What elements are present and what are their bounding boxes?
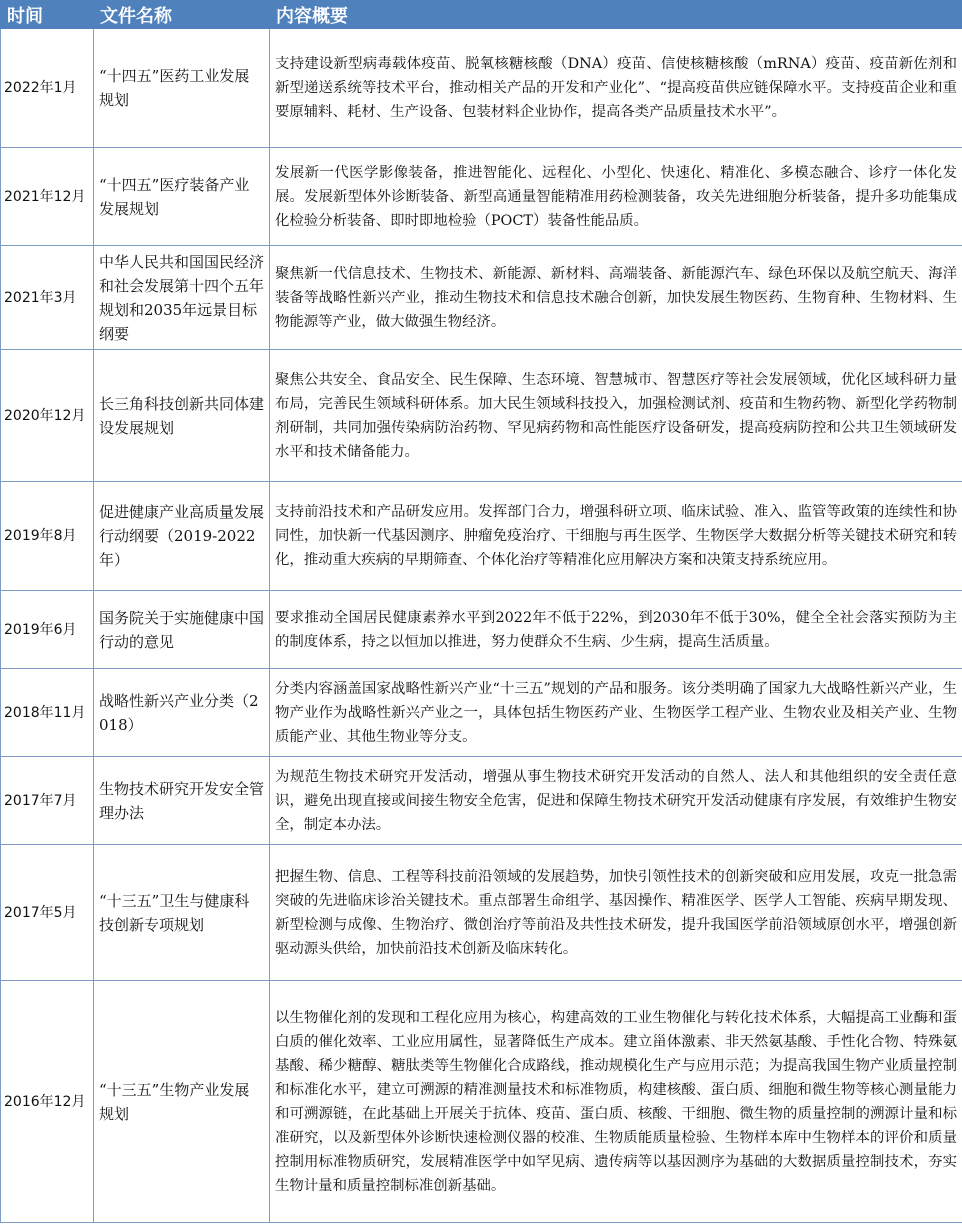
row-summary: 支持前沿技术和产品研发应用。发挥部门合力，增强科研立项、临床试验、准入、监管等政策的连续性和协同性，加快新一代基因测序、肿瘤免疫治疗、干细胞与再生医学、生物医学大数据分析等关键技术研究和转化，推动重大疾病的早期筛查、个体化治疗等精准化应用解决方案和决策支持系统应用。 <box>270 482 962 591</box>
row-name: 生物技术研究开发安全管理办法 <box>94 757 270 845</box>
table-body <box>1 29 962 1223</box>
row-summary: 聚焦新一代信息技术、生物技术、新能源、新材料、高端装备、新能源汽车、绿色环保以及航空航天、海洋装备等战略性新兴产业，推动生物技术和信息技术融合创新，加快发展生物医药、生物育种、生物材料、生物能源等产业，做大做强生物经济。 <box>270 246 962 350</box>
row-date: 2020年12月 <box>1 350 94 482</box>
table-row <box>1 845 962 981</box>
row-name: 长三角科技创新共同体建设发展规划 <box>94 350 270 482</box>
row-name: 战略性新兴产业分类（2018） <box>94 669 270 757</box>
row-summary: 聚焦公共安全、食品安全、民生保障、生态环境、智慧城市、智慧医疗等社会发展领域，优化区域科研力量布局，完善民生领域科研体系。加大民生领域科技投入，加强检测试剂、疫苗和生物药物、新型化学药物制剂研制，共同加强传染病防治药物、罕见病药物和高性能医疗设备研发，提高疫病防控和公共卫生领域研发水平和技术储备能力。 <box>270 350 962 482</box>
row-name: “十三五”卫生与健康科技创新专项规划 <box>94 845 270 981</box>
row-date: 2016年12月 <box>1 981 94 1223</box>
row-summary: 要求推动全国居民健康素养水平到2022年不低于22%，到2030年不低于30%，健全全社会落实预防为主的制度体系，持之以恒加以推进，努力使群众不生病、少生病，提高生活质量。 <box>270 591 962 669</box>
row-date: 2021年12月 <box>1 148 94 246</box>
header-name: 文件名称 <box>94 1 270 29</box>
header-date: 时间 <box>1 1 94 29</box>
row-name: 中华人民共和国国民经济和社会发展第十四个五年规划和2035年远景目标纲要 <box>94 246 270 350</box>
row-name: “十三五”生物产业发展规划 <box>94 981 270 1223</box>
row-summary: 以生物催化剂的发现和工程化应用为核心，构建高效的工业生物催化与转化技术体系，大幅提高工业酶和蛋白质的催化效率、工业应用属性，显著降低生产成本。建立甾体激素、非天然氨基酸、手性化合物、特殊氨基酸、稀少糖醇、糖肽类等生物催化合成路线，推动规模化生产与应用示范；为提高我国生物产业质量控制和标准化水平，建立可溯源的精准测量技术和标准物质，构建核酸、蛋白质、细胞和微生物等核心测量能力和可溯源链，在此基础上开展关于抗体、疫苗、蛋白质、核酸、干细胞、微生物的质量控制的溯源计量和标准研究，以及新型体外诊断快速检测仪器的校准、生物质能质量检验、生物样本库中生物样本的评价和质量控制用标准物质研究，发展精准医学中如罕见病、遗传病等以基因测序为基础的大数据质量控制技术，夯实生物计量和质量控制标准创新基础。 <box>270 981 962 1223</box>
row-date: 2017年5月 <box>1 845 94 981</box>
row-date: 2017年7月 <box>1 757 94 845</box>
row-summary: 发展新一代医学影像装备，推进智能化、远程化、小型化、快速化、精准化、多模态融合、诊疗一体化发展。发展新型体外诊断装备、新型高通量智能精准用药检测装备，攻关先进细胞分析装备，提升多功能集成化检验分析装备、即时即地检验（POCT）装备性能品质。 <box>270 148 962 246</box>
row-summary: 支持建设新型病毒载体疫苗、脱氧核糖核酸（DNA）疫苗、信使核糖核酸（mRNA）疫苗、疫苗新佐剂和新型递送系统等技术平台，推动相关产品的开发和产业化”、“提高疫苗供应链保障水平。支持疫苗企业和重要原辅料、耗材、生产设备、包装材料企业协作，提高各类产品质量技术水平”。 <box>270 29 962 148</box>
table-row <box>1 148 962 246</box>
row-date: 2019年6月 <box>1 591 94 669</box>
row-name: “十四五”医疗装备产业发展规划 <box>94 148 270 246</box>
table-row <box>1 757 962 845</box>
row-date: 2018年11月 <box>1 669 94 757</box>
table-row <box>1 29 962 148</box>
table-row <box>1 482 962 591</box>
table-row <box>1 981 962 1223</box>
row-summary: 把握生物、信息、工程等科技前沿领域的发展趋势，加快引领性技术的创新突破和应用发展，攻克一批急需突破的先进临床诊治关键技术。重点部署生命组学、基因操作、精准医学、医学人工智能、疾病早期发现、新型检测与成像、生物治疗、微创治疗等前沿及共性技术研发，提升我国医学前沿领域原创水平，增强创新驱动源头供给，加快前沿技术创新及临床转化。 <box>270 845 962 981</box>
table-row <box>1 350 962 482</box>
row-date: 2021年3月 <box>1 246 94 350</box>
table-row <box>1 591 962 669</box>
row-name: “十四五”医药工业发展规划 <box>94 29 270 148</box>
row-name: 促进健康产业高质量发展行动纲要（2019-2022年） <box>94 482 270 591</box>
row-name: 国务院关于实施健康中国行动的意见 <box>94 591 270 669</box>
table-header <box>1 1 962 29</box>
header-summary: 内容概要 <box>270 1 962 29</box>
header-row <box>1 1 962 29</box>
row-summary: 分类内容涵盖国家战略性新兴产业“十三五”规划的产品和服务。该分类明确了国家九大战略性新兴产业，生物产业作为战略性新兴产业之一，具体包括生物医药产业、生物医学工程产业、生物农业及相关产业、生物质能产业、其他生物业等分支。 <box>270 669 962 757</box>
row-date: 2022年1月 <box>1 29 94 148</box>
row-summary: 为规范生物技术研究开发活动，增强从事生物技术研究开发活动的自然人、法人和其他组织的安全责任意识，避免出现直接或间接生物安全危害，促进和保障生物技术研究开发活动健康有序发展，有效维护生物安全，制定本办法。 <box>270 757 962 845</box>
row-date: 2019年8月 <box>1 482 94 591</box>
table-row <box>1 669 962 757</box>
table-row <box>1 246 962 350</box>
